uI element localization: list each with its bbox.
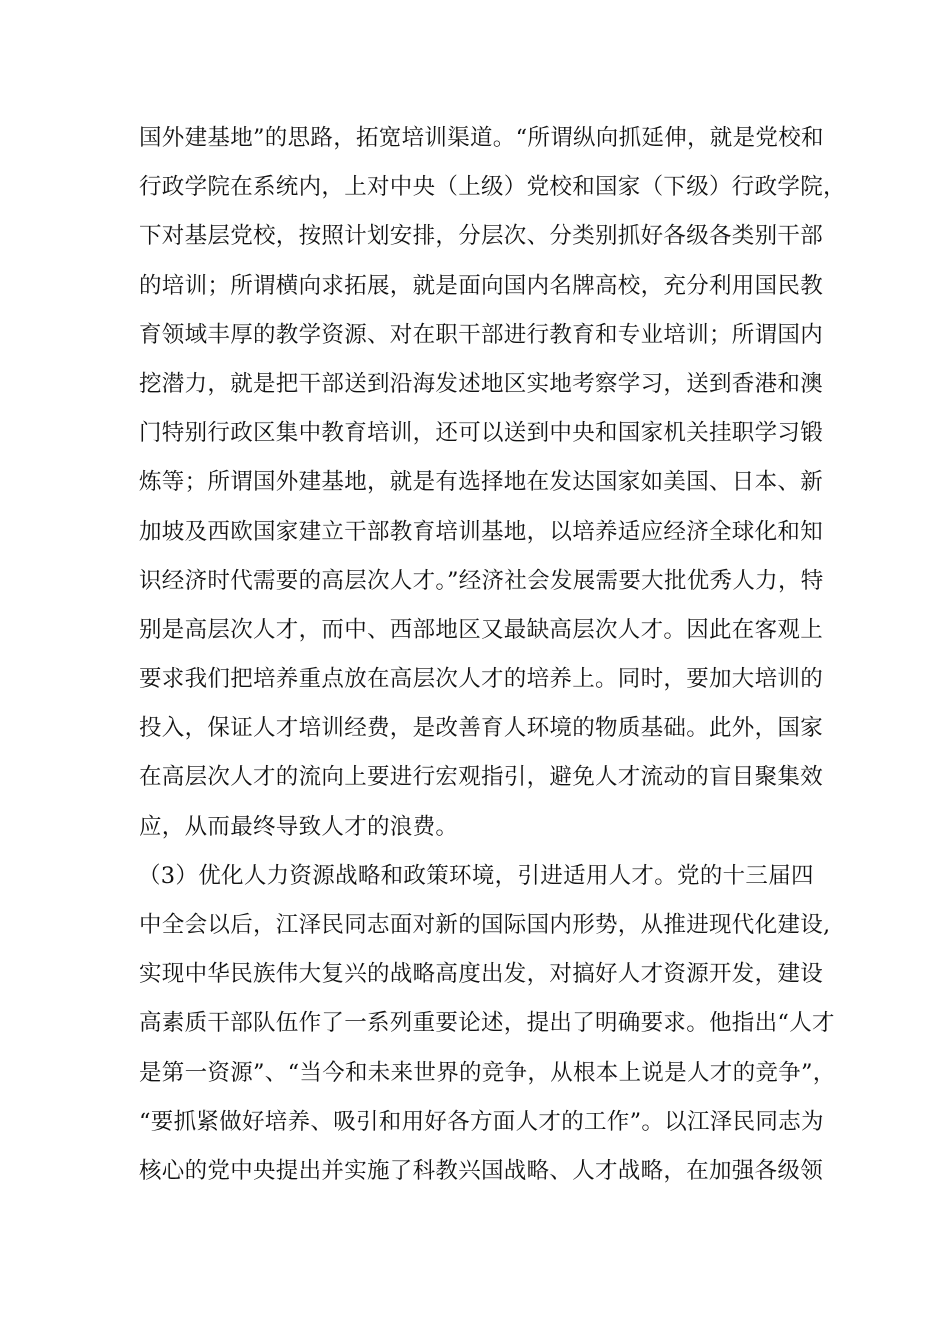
body-text	[138, 114, 846, 1196]
text-line: 投入，保证人才培训经费，是改善育人环境的物质基础。此外，国家	[139, 715, 824, 742]
text-line: 别是高层次人才，而中、西部地区又最缺高层次人才。因此在客观上	[139, 616, 824, 643]
text-line: 应，从而最终导致人才的浪费。	[139, 813, 459, 840]
text-line: 国外建基地”的思路，拓宽培训渠道。“所谓纵向抓延伸，就是党校和	[139, 125, 824, 151]
text-line: 中全会以后，江泽民同志面对新的国际国内形势，从推进现代化建设,	[139, 912, 831, 938]
text-line: 下对基层党校，按照计划安排，分层次、分类别抓好各级各类别干部	[139, 223, 824, 250]
text-line: 要求我们把培养重点放在高层次人才的培养上。同时，要加大培训的	[139, 666, 824, 693]
text-line: 加坡及西欧国家建立干部教育培训基地，以培养适应经济全球化和知	[139, 518, 824, 545]
text-line: 炼等；所谓国外建基地，就是有选择地在发达国家如美国、日本、新	[139, 469, 824, 496]
text-line: “要抓紧做好培养、吸引和用好各方面人才的工作”。以江泽民同志为	[139, 1108, 824, 1135]
text-line: 核心的党中央提出并实施了科教兴国战略、人才战略，在加强各级领	[139, 1157, 824, 1184]
text-line: 门特别行政区集中教育培训，还可以送到中央和国家机关挂职学习锻	[139, 420, 824, 447]
text-line: 行政学院在系统内，上对中央（上级）党校和国家（下级）行政学院，	[139, 174, 846, 201]
text-line: 高素质干部队伍作了一系列重要论述，提出了明确要求。他指出“人才	[139, 1010, 835, 1037]
text-line: 在高层次人才的流向上要进行宏观指引，避免人才流动的盲目聚集效	[139, 764, 824, 791]
text-line: 的培训；所谓横向求拓展，就是面向国内名牌高校，充分利用国民教	[139, 272, 824, 299]
section-heading-line: （3）优化人力资源战略和政策环境，引进适用人才。党的十三届四	[138, 862, 814, 889]
text-line: 挖潜力，就是把干部送到沿海发述地区实地考察学习，送到香港和澳	[139, 370, 824, 397]
text-line: 实现中华民族伟大复兴的战略高度出发，对搞好人才资源开发，建设	[139, 961, 824, 988]
text-line: 识经济时代需要的高层次人才。”经济社会发展需要大批优秀人力，特	[139, 567, 824, 594]
text-line: 是第一资源”、“当今和未来世界的竞争，从根本上说是人才的竞争”，	[139, 1059, 836, 1086]
text-line: 育领域丰厚的教学资源、对在职干部进行教育和专业培训；所谓国内	[139, 321, 824, 348]
